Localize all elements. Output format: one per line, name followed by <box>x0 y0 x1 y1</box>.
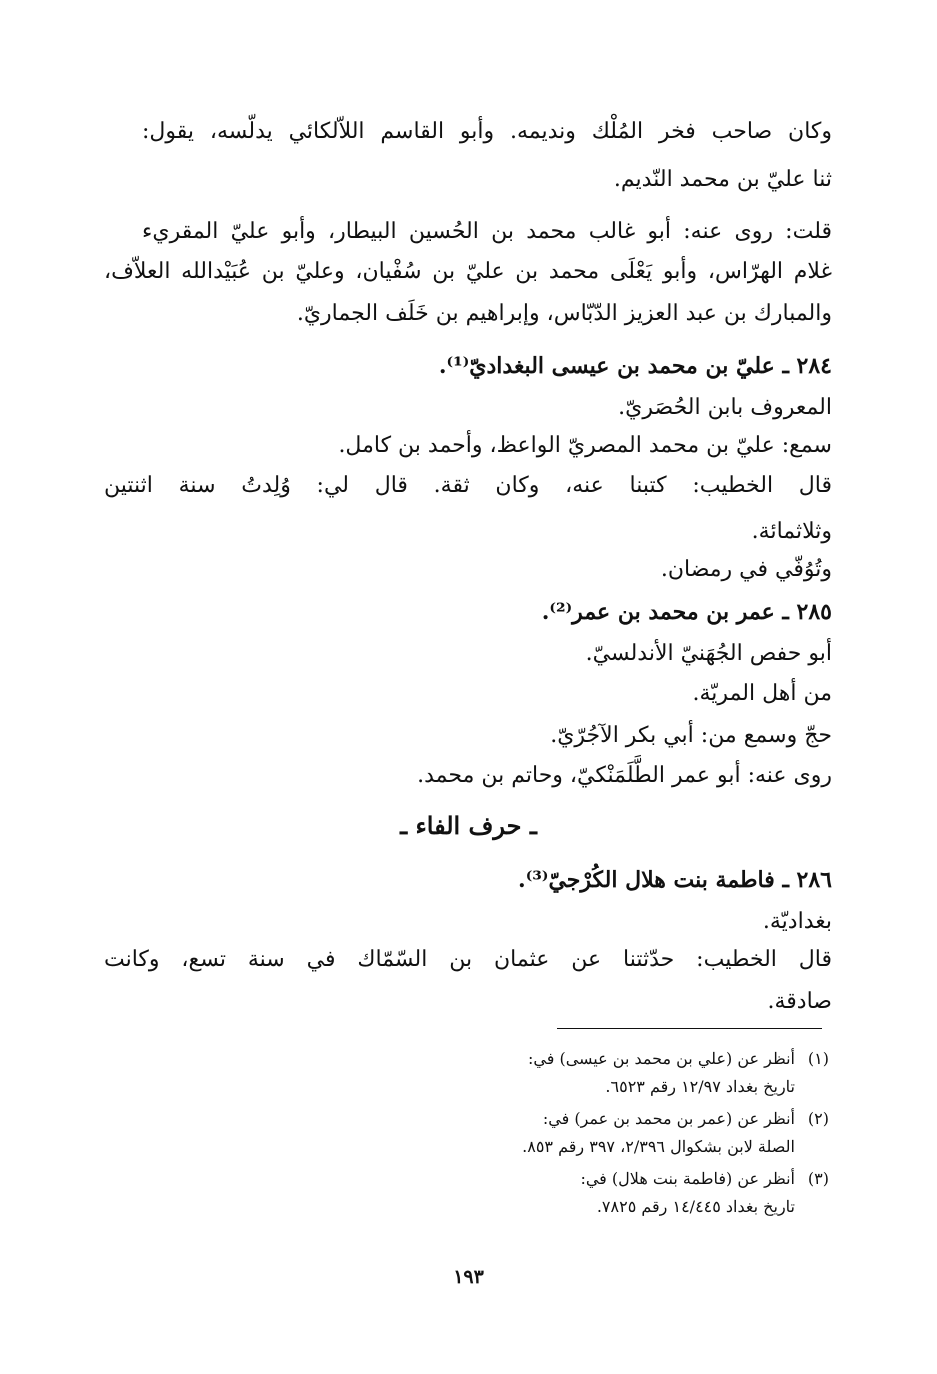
footnote-2 <box>543 1106 829 1132</box>
section-heading: ـ حرف الفاء ـ <box>400 811 537 840</box>
entry-line: قال الخطيب: حدّثتنا عن عثمان بن السّمّاك في سنة تسع، وكانت <box>104 947 832 972</box>
footnote-text: أنظر عن (فاطمة بنت هلال) في: <box>580 1169 795 1188</box>
entry-line: وتُوُفّي في رمضان. <box>660 557 832 582</box>
entry-title-285: ٢٨٥ ـ عمر بن محمد بن عمر⁽²⁾. <box>541 599 832 625</box>
footnote-1-ref: تاريخ بغداد ١٢/٩٧ رقم ٦٥٢٣. <box>605 1077 795 1096</box>
footnote-3-ref: تاريخ بغداد ١٤/٤٤٥ رقم ٧٨٢٥. <box>596 1197 795 1216</box>
footnote-number: (١) <box>807 1049 829 1068</box>
footnote-number: (٣) <box>807 1169 829 1188</box>
entry-line: روى عنه: أبو عمر الطَّلَمَنْكيّ، وحاتم بن محمد. <box>417 763 832 788</box>
footnote-2-ref: الصلة لابن بشكوال ٢/٣٩٦، ٣٩٧ رقم ٨٥٣. <box>522 1137 795 1156</box>
entry-line: من أهل المريّة. <box>692 681 832 706</box>
page-number: ١٩٣ <box>453 1266 484 1288</box>
paragraph-line: غلام الهرّاس، وأبو يَعْلَى محمد بن عليّ بن سُفْيان، وعليّ بن عُبَيْدالله العلاّف، <box>104 259 832 284</box>
footnote-3 <box>580 1166 829 1192</box>
entry-title-284: ٢٨٤ ـ عليّ بن محمد بن عيسى البغداديّ⁽¹⁾. <box>438 353 832 379</box>
paragraph-line: وكان صاحب فخر المُلْك ونديمه. وأبو القاسم اللاّلكائي يدلّسه، يقول: <box>142 119 832 144</box>
entry-line: أبو حفص الجُهَنيّ الأندلسيّ. <box>585 641 832 666</box>
entry-line: وثلاثمائة. <box>751 519 832 544</box>
entry-line: سمع: عليّ بن محمد المصريّ الواعظ، وأحمد بن كامل. <box>338 433 832 458</box>
footnote-text: أنظر عن (علي بن محمد بن عيسى) في: <box>527 1049 795 1068</box>
paragraph-line: والمبارك بن عبد العزيز الدّبّاس، وإبراهيم بن خَلَف الجماريّ. <box>296 301 832 326</box>
entry-line: المعروف بابن الحُصَريّ. <box>618 395 832 420</box>
entry-line: بغداديّة. <box>762 909 832 934</box>
footnote-divider <box>557 1028 822 1029</box>
entry-title-286: ٢٨٦ ـ فاطمة بنت هلال الكُرْجيّ⁽³⁾. <box>518 867 832 893</box>
paragraph-line: قلت: روى عنه: أبو غالب محمد بن الحُسين البيطار، وأبو عليّ المقريء <box>142 219 832 244</box>
entry-line: حجّ وسمع من: أبي بكر الآجُرّيّ. <box>550 723 832 748</box>
footnote-number: (٢) <box>807 1109 829 1128</box>
entry-line: قال الخطيب: كتبنا عنه، وكان ثقة. قال لي: وُلِدتُ سنة اثنتين <box>104 473 832 498</box>
paragraph-line: ثنا عليّ بن محمد النّديم. <box>613 167 832 192</box>
footnote-1 <box>528 1046 829 1072</box>
entry-line: صادقة. <box>767 989 832 1014</box>
footnote-text: أنظر عن (عمر بن محمد بن عمر) في: <box>542 1109 795 1128</box>
